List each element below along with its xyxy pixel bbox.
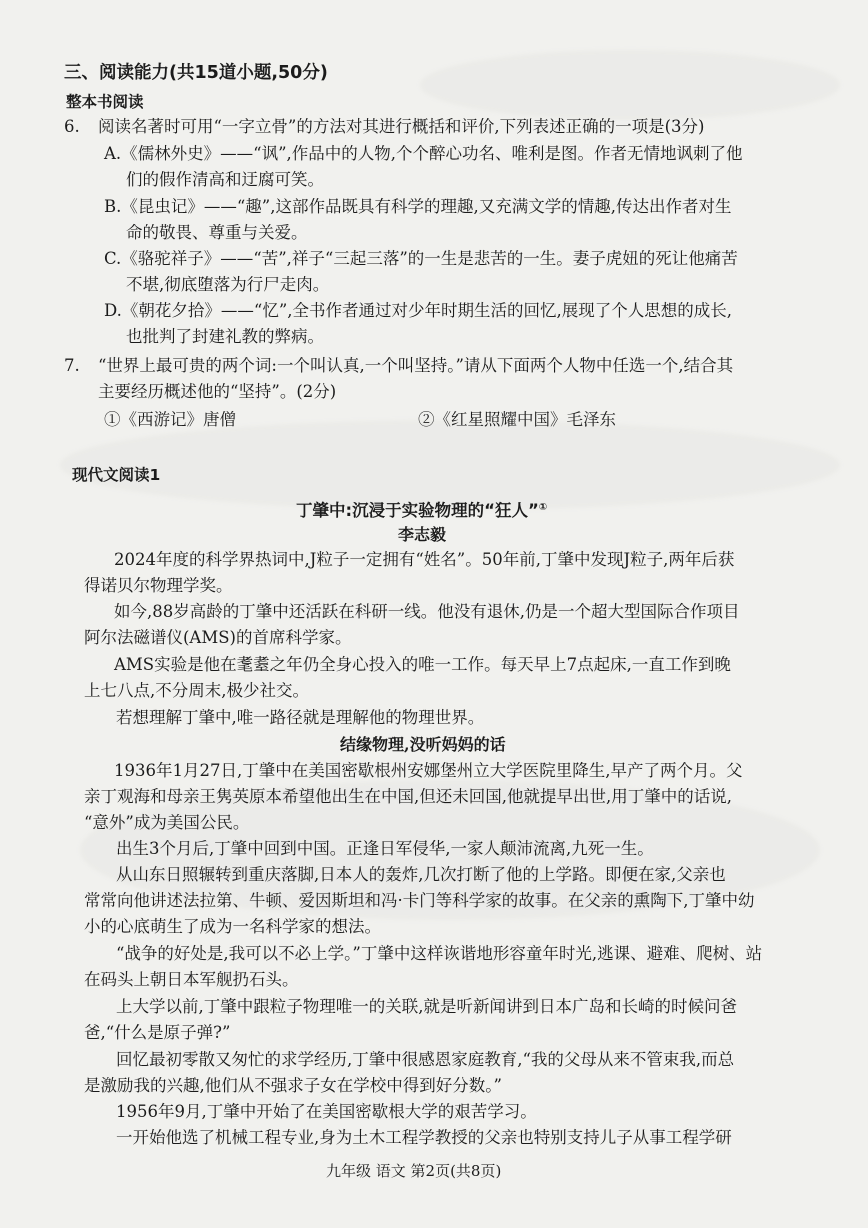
- page-footer: 九年级 语文 第2页(共8页): [326, 1162, 502, 1180]
- option-a-line1: A.《儒林外史》——“讽”,作品中的人物,个个醉心功名、唯利是图。作者无情地讽刺了他: [104, 144, 743, 163]
- option-d-line2: 也批判了封建礼教的弊病。: [126, 327, 324, 346]
- bleed-through-mark: [420, 50, 840, 120]
- paragraph-line: 在码头上朝日本军舰扔石头。: [84, 970, 299, 989]
- paragraph-line: 回忆最初零散又匆忙的求学经历,丁肇中很感恩家庭教育,“我的父母从来不管束我,而总: [116, 1050, 735, 1069]
- question-number: 6.: [64, 117, 80, 136]
- subsection-title-modern: 现代文阅读1: [72, 466, 161, 484]
- paragraph-line: 从山东日照辗转到重庆落脚,日本人的轰炸,几次打断了他的上学路。即便在家,父亲也: [116, 865, 726, 884]
- question-text: 阅读名著时可用“一字立骨”的方法对其进行概括和评价,下列表述正确的一项是(3分): [98, 117, 705, 136]
- paragraph-line: 爸,“什么是原子弹?”: [84, 1023, 231, 1042]
- paragraph-line: 是激励我的兴趣,他们从不强求子女在学校中得到好分数。”: [84, 1076, 502, 1095]
- article-title-text: 丁肇中:沉浸于实验物理的“狂人”: [296, 501, 539, 520]
- paragraph-line: 2024年度的科学界热词中,J粒子一定拥有“姓名”。50年前,丁肇中发现J粒子,两年后获: [114, 550, 735, 569]
- paragraph-line: 上大学以前,丁肇中跟粒子物理唯一的关联,就是听新闻讲到日本广岛和长崎的时候问爸: [116, 997, 737, 1016]
- footnote-marker: ①: [538, 502, 548, 513]
- paragraph-line: 阿尔法磁谱仪(AMS)的首席科学家。: [84, 628, 352, 647]
- article-author: 李志毅: [398, 525, 447, 544]
- question-number: 7.: [64, 356, 80, 375]
- section-header: 三、阅读能力(共15道小题,50分): [64, 63, 328, 83]
- question-7-stem-line1: [64, 355, 733, 377]
- article-title: [296, 497, 547, 522]
- option-c-line1: C.《骆驼祥子》——“苦”,祥子“三起三落”的一生是悲苦的一生。妻子虎妞的死让他痛苦: [104, 249, 738, 268]
- question-6-stem: [64, 116, 705, 138]
- paragraph-line: “战争的好处是,我可以不必上学。”丁肇中这样诙谐地形容童年时光,逃课、避难、爬树、站: [116, 944, 763, 963]
- paragraph-line: 上七八点,不分周末,极少社交。: [84, 681, 309, 700]
- subsection-title-book: 整本书阅读: [66, 93, 144, 111]
- question-7-choice-2: ②《红星照耀中国》毛泽东: [418, 410, 616, 429]
- option-c-line2: 不堪,彻底堕落为行尸走肉。: [126, 275, 330, 294]
- question-7-choice-1: ①《西游记》唐僧: [104, 410, 236, 429]
- paragraph-line: 若想理解丁肇中,唯一路径就是理解他的物理世界。: [116, 708, 485, 727]
- article-subheading: 结缘物理,没听妈妈的话: [340, 735, 506, 754]
- paragraph-line: “意外”成为美国公民。: [84, 813, 250, 832]
- option-b-line2: 命的敬畏、尊重与关爱。: [126, 223, 308, 242]
- paragraph-line: 小的心底萌生了成为一名科学家的想法。: [84, 917, 381, 936]
- paragraph-line: 出生3个月后,丁肇中回到中国。正逢日军侵华,一家人颠沛流离,九死一生。: [116, 839, 654, 858]
- question-7-stem-line2: 主要经历概述他的“坚持”。(2分): [98, 382, 337, 401]
- option-b-line1: B.《昆虫记》——“趣”,这部作品既具有科学的理趣,又充满文学的情趣,传达出作者对生: [104, 197, 732, 216]
- paragraph-line: AMS实验是他在耄耋之年仍全身心投入的唯一工作。每天早上7点起床,一直工作到晚: [114, 655, 731, 674]
- question-text: “世界上最可贵的两个词:一个叫认真,一个叫坚持。”请从下面两个人物中任选一个,结合其: [98, 356, 734, 375]
- option-d-line1: D.《朝花夕拾》——“忆”,全书作者通过对少年时期生活的回忆,展现了个人思想的成长,: [104, 301, 732, 320]
- paragraph-line: 常常向他讲述法拉第、牛顿、爱因斯坦和冯·卡门等科学家的故事。在父亲的熏陶下,丁肇中幼: [84, 891, 755, 910]
- paragraph-line: 亲丁观海和母亲王隽英原本希望他出生在中国,但还未回国,他就提早出世,用丁肇中的话说,: [84, 787, 732, 806]
- paragraph-line: 1956年9月,丁肇中开始了在美国密歇根大学的艰苦学习。: [116, 1102, 537, 1121]
- option-a-line2: 们的假作清高和迂腐可笑。: [126, 170, 324, 189]
- paragraph-line: 得诺贝尔物理学奖。: [84, 576, 233, 595]
- paragraph-line: 1936年1月27日,丁肇中在美国密歇根州安娜堡州立大学医院里降生,早产了两个月。父: [114, 761, 743, 780]
- paragraph-line: 一开始他选了机械工程专业,身为土木工程学教授的父亲也特别支持儿子从事工程学研: [116, 1128, 732, 1147]
- paragraph-line: 如今,88岁高龄的丁肇中还活跃在科研一线。他没有退休,仍是一个超大型国际合作项目: [114, 602, 740, 621]
